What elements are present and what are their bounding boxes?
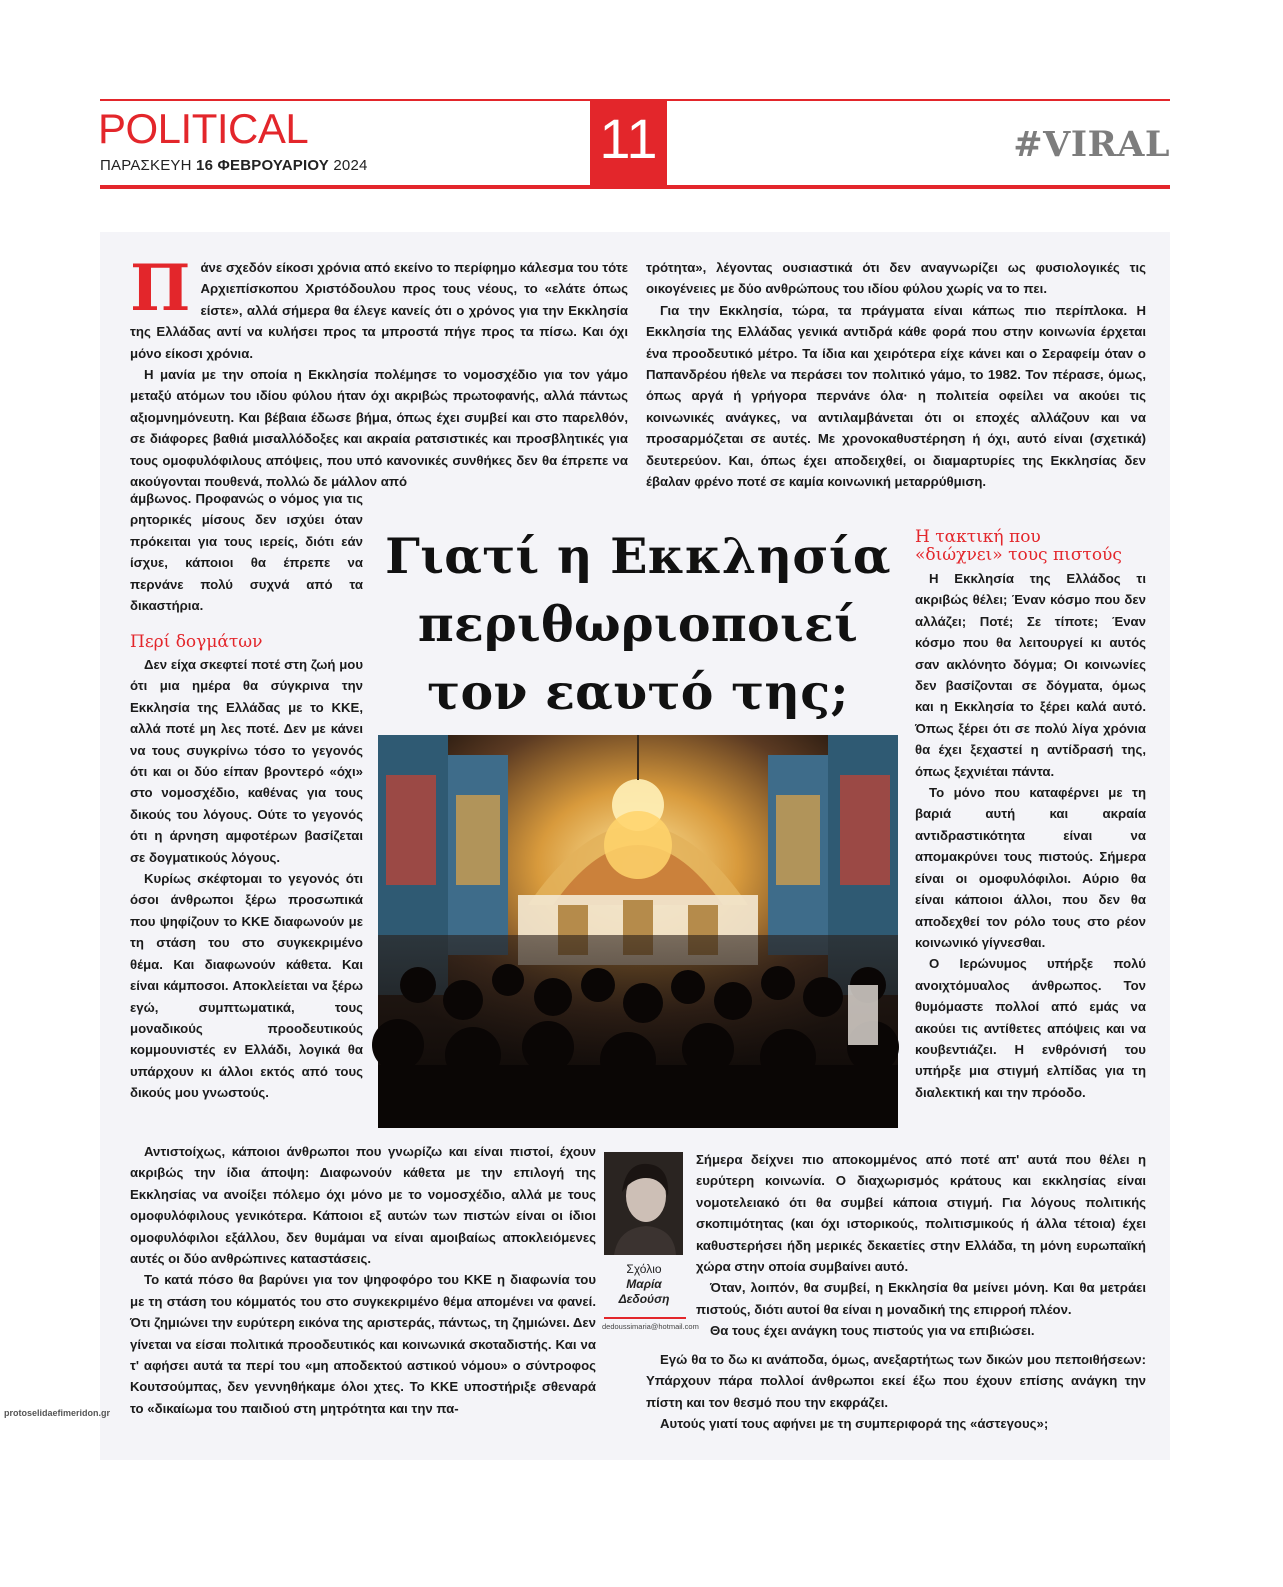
article-left-narrow-1 (130, 488, 363, 616)
body-paragraph: Σήμερα δείχνει πιο αποκομμένος από ποτέ απ' αυτά που θέλει η ευρύτερη κοινωνία. Ο διαχωρισμός κράτους και εκκλησίας είναι νομοτελειακό ότι θα συμβεί κάποια στιγμή. Για λόγους πολιτικής σκοπιμότητας (και όχι ιστορικούς, πολιτισμικούς ή άλλα τέτοια) έχει καθυστερήσει ήδη μερικές δεκαετίες στην Ελλάδα, τη μόνη ευρωπαϊκή χώρα στην οποία συμβαίνει αυτό. (696, 1152, 1146, 1275)
body-paragraph: Το μόνο που καταφέρνει με τη βαριά αυτή και ακραία αντιδραστικότητα είναι να απομακρύνει τους πιστούς. Σήμερα είναι οι ομοφυλόφιλοι. Αύριο θα είναι κάποιοι άλλοι, που δεν θα αποδεχθεί τον ρόλο τους στο ρέον κοινωνικό γίγνεσθαι. (915, 785, 1146, 950)
article-right-narrow (915, 568, 1146, 1103)
article-right-bottom (696, 1149, 1146, 1342)
issue-date-year: 2024 (333, 157, 368, 174)
author-avatar (604, 1152, 683, 1255)
body-paragraph: Η Εκκλησία της Ελλάδος τι ακριβώς θέλει; Έναν κόσμο που δεν αλλάζει; Ποτέ; Σε τίποτε; Έναν κόσμο που θα λειτουργεί κι αυτός σαν ακλόνητο δόγμα; Οι κοινωνίες δεν βασίζονται σε δόγματα, όμως και η Εκκλησία το ξέρει καλά αυτό. Όπως ξέρει ότι σε πολύ λίγα χρόνια θα έχει ξεχαστεί η αντίδρασή της, όπως ξεχνιέται πάντα. (915, 571, 1146, 779)
subhead-tactic: Η τακτική που «διώχνει» τους πιστούς (915, 527, 1122, 565)
watermark: protoselidaefimeridon.gr (4, 1408, 111, 1418)
body-paragraph: Αυτούς γιατί τους αφήνει με τη συμπεριφορά της «άστεγους»; (660, 1416, 1049, 1432)
article-intro (130, 251, 628, 492)
page-number: 11 (599, 107, 658, 170)
body-paragraph: Δεν είχα σκεφτεί ποτέ στη ζωή μου ότι μια ημέρα θα σύγκρινα την Εκκλησία της Ελλάδας με το ΚΚΕ, αλλά ποτέ μη λες ποτέ. Δεν με κάνει να τους συγκρίνω τόσο το γεγονός ότι και οι δύο είπαν βροντερό «όχι» στο νομοσχέδιο, καθένας για τους δικούς του λόγους. Ούτε το γεγονός ότι η άρνηση αμφοτέρων βασίζεται σε δογματικούς λόγους. (130, 657, 363, 865)
headline (378, 522, 898, 726)
drop-cap: Π (130, 251, 191, 326)
subhead-dogmas: Περί δογμάτων (130, 632, 263, 652)
page-number-box (590, 101, 667, 185)
church-interior-photo (378, 735, 898, 1128)
author-portrait (604, 1152, 683, 1255)
body-paragraph: Το κατά πόσο θα βαρύνει για τον ψηφοφόρο του ΚΚΕ η διαφωνία του με τη στάση του κόμματός του στο συγκεκριμένο θέμα απομένει να φανεί. Ότι ζημιώνει την ευρύτερη εικόνα της αριστεράς, πάντως, τη ζημιώνει. Δεν γίνεται να είσαι πολιτικά προοδευτικός και κοινωνικά σκοταδιστής. Και να τ' αφήσει αυτά τα περί του «μη αποδεκτού αστικού νόμου» ο σύντροφος Κουτσούμπας, δεν γεννηθήκαμε όλοι χτες. Το ΚΚΕ υποστήριξε σθεναρά το «δικαίωμα του παιδιού στη μητρότητα και την πα- (130, 1272, 596, 1416)
body-paragraph: άμβωνος. Προφανώς ο νόμος για τις ρητορικές μίσους δεν ισχύει όταν πρόκειται για τους ιερείς, διότι εάν ίσχυε, κάποιοι θα έπρεπε να περνάνε πολύ συχνά από τα δικαστήρια. (130, 491, 363, 614)
headline-line: Γιατί η Εκκλησία (385, 527, 891, 585)
section-name: POLITICAL (98, 105, 309, 152)
article-right-closing (646, 1349, 1146, 1435)
issue-date-day: ΠΑΡΑΣΚΕΥΗ (100, 157, 192, 174)
issue-date (100, 157, 368, 174)
body-paragraph: Για την Εκκλησία, τώρα, τα πράγματα είναι κάπως πιο περίπλοκα. Η Εκκλησία της Ελλάδας γενικά αντιδρά κάθε φορά που στην κοινωνία έρχεται ένα προοδευτικό μέτρο. Τα ίδια και χειρότερα είχε κάνει και ο Σεραφείμ όταν ο Παπανδρέου ήθελε να περάσει τον πολιτικό γάμο, το 1982. Τον πέρασε, όμως, όπως αργά ή γρήγορα περνάνε όλα· η πολιτεία οφείλει να ακούει τις κοινωνικές ανάγκες, να αντιλαμβάνεται ότι οι εποχές αλλάζουν και να προσαρμόζεται σε αυτές. Με χρονοκαθυστέρηση ή όχι, αυτό είναι (σχετικά) δευτερεύον. Και, όπως έχει αποδειχθεί, οι διαμαρτυρίες της Εκκλησίας δεν έβαλαν φρένο ποτέ σε καμία κοινωνική μεταρρύθμιση. (646, 302, 1146, 490)
body-paragraph: Όταν, λοιπόν, θα συμβεί, η Εκκλησία θα μείνει μόνη. Και θα μετράει πιστούς, διότι αυτοί θα είναι η μοναδική της επιρροή πλέον. (696, 1280, 1146, 1317)
body-paragraph: Ο Ιερώνυμος υπήρξε πολύ ανοιχτόμυαλος άνθρωπος. Τον θυμόμαστε πολλοί από εμάς να ακούει τις αντίθετες απόψεις και να κουβεντιάζει. Η ενθρόνισή του υπήρξε μια στιγμή ελπίδας για τη διαλεκτική και την πρόοδο. (915, 956, 1146, 1100)
section-tag: #VIRAL (1013, 124, 1170, 165)
header-bottom-rule (100, 185, 1170, 189)
author-divider (604, 1317, 686, 1319)
church-interior-illustration (378, 735, 898, 1128)
author-caption (596, 1262, 692, 1307)
headline-line: τον εαυτό της; (427, 663, 849, 721)
author-label: Σχόλιο (626, 1262, 662, 1276)
headline-line: περιθωριοποιεί (417, 595, 859, 653)
body-paragraph: Θα τους έχει ανάγκη τους πιστούς για να επιβιώσει. (710, 1323, 1035, 1339)
body-paragraph: τρότητα», λέγοντας ουσιαστικά ότι δεν αναγνωρίζει ως φυσιολογικές τις οικογένειες με δύο ανθρώπους του ιδίου φύλου χωρίς να το πει. (646, 260, 1146, 297)
intro-paragraph: Πάνε σχεδόν είκοσι χρόνια από εκείνο το περίφημο κάλεσμα του τότε Αρχιεπίσκοπου Χριστόδουλου προς τους νέους, το «ελάτε όπως είστε», αλλά σήμερα θα έλεγε κανείς ότι ο χρόνος για την Εκκλησία της Ελλάδας αντί να κυλήσει προς τα μπροστά πήγε προς τα πίσω. Και όχι μόνο είκοσι χρόνια. (130, 251, 628, 361)
body-paragraph: Κυρίως σκέφτομαι το γεγονός ότι όσοι άνθρωποι ξέρω προσωπικά που ψηφίζουν το ΚΚΕ διαφωνούν με τη στάση του στο συγκεκριμένο θέμα. Και διαφωνούν κάθετα. Και είναι κάμποσοι. Αποκλείεται να ξέρω εγώ, συμπτωματικά, τους μοναδικούς προοδευτικούς κομμουνιστές εν Ελλάδι, λογικά θα υπάρχουν κι άλλοι εκτός από τους δικούς μου γνωστούς. (130, 871, 363, 1101)
article-right-top (646, 257, 1146, 492)
author-email[interactable]: dedoussimaria@hotmail.com (602, 1322, 699, 1331)
author-name-last: Δεδούση (618, 1292, 670, 1306)
issue-date-main: 16 ΦΕΒΡΟΥΑΡΙΟΥ (196, 157, 329, 174)
article-left-bottom (130, 1141, 596, 1419)
body-paragraph: Αντιστοίχως, κάποιοι άνθρωποι που γνωρίζω και είναι πιστοί, έχουν ακριβώς την ίδια άποψη: Διαφωνούν κάθετα με την επιλογή της Εκκλησίας να ανοίξει πόλεμο όχι μόνο με το νομοσχέδιο, αλλά με τους ομοφυλόφιλους γενικότερα. Κάποιοι εξ αυτών των πιστών είναι οι ίδιοι ομοφυλόφιλοι εξάλλου, δεν θυμάμαι να είναι αμοιβαίως αποκλειόμενες αυτές οι δύο ανθρώπινες καταστάσεις. (130, 1144, 596, 1267)
author-name-first: Μαρία (626, 1277, 662, 1291)
article-left-narrow-2 (130, 654, 363, 1104)
body-paragraph: Εγώ θα το δω κι ανάποδα, όμως, ανεξαρτήτως των δικών μου πεποιθήσεων: Υπάρχουν πάρα πολλοί άνθρωποι εκεί έξω που έχουν επίσης ανάγκη την πίστη και τον θεσμό που την εκφράζει. (646, 1352, 1146, 1410)
body-paragraph: Η μανία με την οποία η Εκκλησία πολέμησε το νομοσχέδιο για τον γάμο μεταξύ ατόμων του ιδίου φύλου ήταν όχι ακριβώς πρωτοφανής, αλλά πάντως αξιομνημόνευτη. Και βέβαια έδωσε βήμα, όπως έχει συμβεί και στο παρελθόν, σε διάφορες βαθιά μισαλλόδοξες και ακραία ρατσιστικές και προσβλητικές για τους ομοφυλόφιλους απόψεις, που υπό κανονικές συνθήκες δεν θα έπρεπε να ακούγονται πουθενά, πολλώ δε μάλλον από (130, 367, 628, 490)
